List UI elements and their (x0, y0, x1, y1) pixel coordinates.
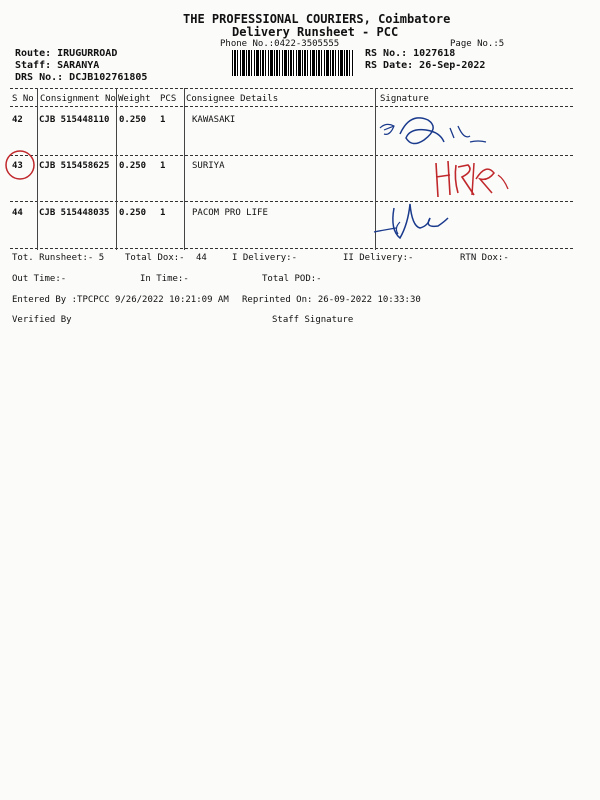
row-consignee: SURIYA (192, 161, 225, 171)
staff-label: Staff: SARANYA (15, 60, 100, 71)
col-header-weight: Weight (118, 94, 151, 104)
document-title: Delivery Runsheet - PCC (232, 25, 399, 39)
total-dox-label: Total Dox:- (125, 253, 185, 263)
drs-number: DRS No.: DCJB102761805 (15, 72, 148, 83)
col-header-consignment: Consignment No (40, 94, 116, 104)
row-weight: 0.250 (119, 115, 147, 125)
table-header-rule (10, 106, 573, 107)
row-pcs: 1 (160, 161, 166, 171)
rtn-dox: RTN Dox:- (460, 253, 509, 263)
table-bottom-rule (10, 248, 573, 249)
entered-by: Entered By :TPCPCC 9/26/2022 10:21:09 AM (12, 295, 229, 305)
signature-row-43 (430, 155, 520, 200)
row-sno: 44 (12, 208, 23, 218)
signature-row-42 (370, 108, 510, 156)
staff-signature: Staff Signature (272, 315, 354, 325)
phone-number: Phone No.:0422-3505555 (220, 39, 340, 49)
col-header-signature: Signature (380, 94, 429, 104)
verified-by: Verified By (12, 315, 72, 325)
company-name: THE PROFESSIONAL COURIERS, Coimbatore (183, 12, 451, 26)
col-header-consignee: Consignee Details (186, 94, 279, 104)
i-delivery: I Delivery:- (232, 253, 298, 263)
col-header-pcs: PCS (160, 94, 177, 104)
column-divider (116, 88, 117, 250)
reprinted-on: Reprinted On: 26-09-2022 10:33:30 (242, 295, 421, 305)
row-consignment: CJB 515448110 (39, 115, 110, 125)
row-pcs: 1 (160, 208, 166, 218)
ii-delivery: II Delivery:- (343, 253, 414, 263)
row-consignment: CJB 515458625 (39, 161, 110, 171)
row-consignee: PACOM PRO LIFE (192, 208, 268, 218)
total-pod: Total POD:- (262, 274, 322, 284)
column-divider (184, 88, 185, 250)
route-label: Route: IRUGURROAD (15, 48, 118, 59)
red-circle-annotation (2, 146, 38, 182)
row-sno: 43 (12, 161, 23, 171)
out-time: Out Time:- (12, 274, 67, 284)
rs-number: RS No.: 1027618 (365, 48, 456, 59)
page-number: Page No.:5 (450, 39, 505, 49)
barcode (232, 50, 354, 76)
row-weight: 0.250 (119, 161, 147, 171)
row-rule (10, 201, 573, 202)
col-header-sno: S No (12, 94, 34, 104)
row-consignment: CJB 515448035 (39, 208, 110, 218)
rs-date: RS Date: 26-Sep-2022 (365, 60, 486, 71)
row-weight: 0.250 (119, 208, 147, 218)
in-time: In Time:- (140, 274, 189, 284)
total-dox-value: 44 (196, 253, 207, 263)
row-sno: 42 (12, 115, 23, 125)
table-top-rule (10, 88, 573, 89)
row-pcs: 1 (160, 115, 166, 125)
signature-row-44 (370, 198, 450, 248)
tot-runsheet: Tot. Runsheet:- 5 (12, 253, 105, 263)
row-consignee: KAWASAKI (192, 115, 236, 125)
